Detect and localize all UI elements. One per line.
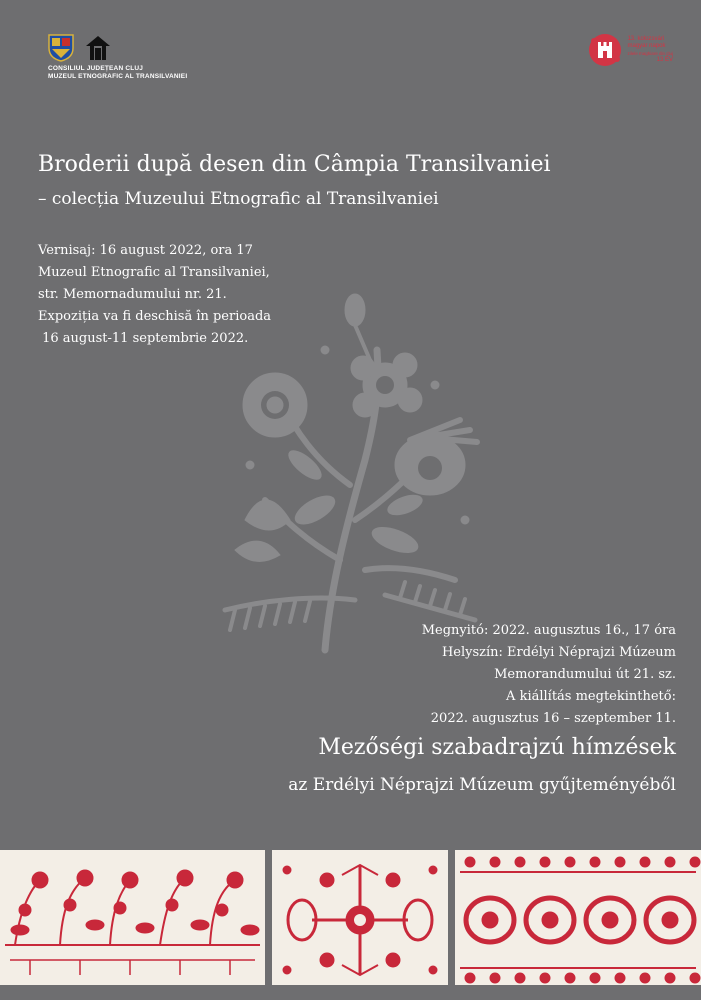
info-hungarian [422, 620, 676, 730]
info-line: str. Memornadumului nr. 21. [38, 287, 227, 302]
info-line: Memorandumului út 21. sz. [494, 667, 676, 682]
title-romanian: Broderii după desen din Câmpia Transilvaniei [38, 152, 551, 177]
floral-motif-illustration [205, 290, 505, 670]
embroidery-photo-1 [0, 850, 265, 985]
embroidery-pattern-image [272, 850, 448, 985]
museum-logo-icon [84, 34, 112, 62]
info-line: 16 august-11 septembrie 2022. [38, 331, 249, 346]
county-coat-of-arms-icon [48, 34, 74, 62]
info-line: Helyszín: Erdélyi Néprajzi Múzeum [441, 645, 676, 660]
subtitle-romanian: – colecția Muzeului Etnografic al Transilvaniei [38, 189, 439, 209]
embroidery-photo-2 [272, 850, 448, 985]
logo-line-2: magyar napok [627, 43, 666, 49]
header-logos-left [48, 34, 187, 81]
county-council-label: CONSILIUL JUDEȚEAN CLUJ [48, 65, 144, 72]
hungarian-days-logo-icon [587, 32, 623, 68]
logo-line-1: 13. kolozsvári [627, 36, 665, 42]
embroidery-photos [0, 850, 701, 985]
logo-line-3: zilele maghiare din cluj [627, 51, 673, 56]
logo-line-4: 13 ÉV [656, 57, 673, 63]
subtitle-hungarian: az Erdélyi Néprajzi Múzeum gyűjteményéből [288, 775, 676, 795]
embroidery-pattern-image [0, 850, 265, 985]
info-line: Vernisaj: 16 august 2022, ora 17 [38, 243, 253, 258]
header-logo-right [587, 32, 673, 68]
museum-name-label: MUZEUL ETNOGRAFIC AL TRANSILVANIEI [48, 73, 188, 80]
title-hungarian: Mezőségi szabadrajzú hímzések [318, 735, 676, 760]
info-line: Muzeul Etnografic al Transilvaniei, [38, 265, 270, 280]
embroidery-photo-3 [455, 850, 701, 985]
info-line: A kiállítás megtekinthető: [506, 689, 676, 704]
embroidery-pattern-image [455, 850, 701, 985]
info-line: 2022. augusztus 16 – szeptember 11. [430, 711, 676, 726]
info-line: Expoziția va fi deschisă în perioada [38, 309, 272, 324]
info-line: Megnyitó: 2022. augusztus 16., 17 óra [421, 623, 676, 638]
